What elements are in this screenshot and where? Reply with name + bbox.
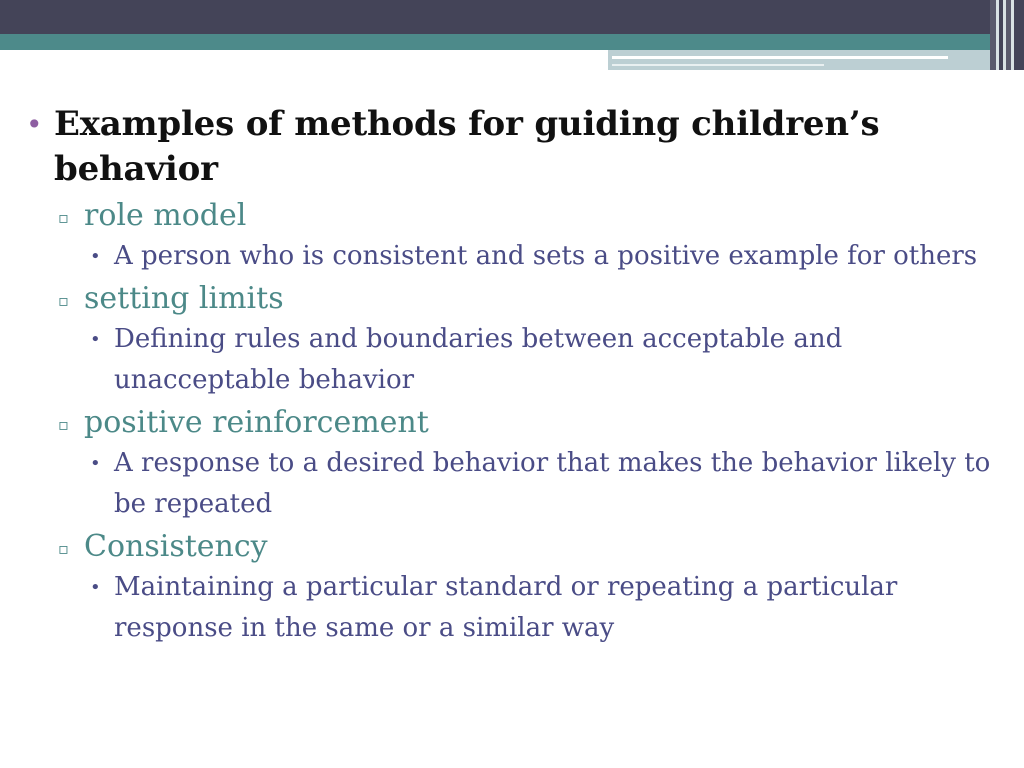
definition-item — [24, 443, 1014, 525]
definition-item — [24, 319, 1014, 401]
definition-text: Maintaining a particular standard or repeating a particular response in the same or a similar way — [114, 572, 898, 643]
term-text: setting limits — [84, 281, 284, 316]
header-corner-stripes — [990, 0, 1024, 70]
slide-heading — [24, 102, 1014, 192]
dot-bullet-icon: • — [90, 329, 101, 350]
term-item — [24, 279, 1014, 319]
term-text: role model — [84, 198, 247, 233]
header-teal-band — [0, 34, 1024, 50]
square-bullet-icon: ▫ — [58, 291, 69, 310]
definition-text: Defining rules and boundaries between acceptable and unacceptable behavior — [114, 324, 843, 395]
dot-bullet-icon: • — [90, 577, 101, 598]
definition-text: A person who is consistent and sets a positive example for others — [114, 241, 978, 271]
square-bullet-icon: ▫ — [58, 539, 69, 558]
term-text: positive reinforcement — [84, 405, 429, 440]
heading-text: Examples of methods for guiding children’s behavior — [54, 104, 880, 189]
header-accent-line-short — [612, 64, 824, 66]
slide-content — [24, 102, 1014, 651]
term-item — [24, 527, 1014, 567]
square-bullet-icon: ▫ — [58, 208, 69, 227]
header-accent-line — [612, 56, 948, 59]
header-dark-band — [0, 0, 1024, 34]
dot-bullet-icon: • — [90, 453, 101, 474]
dot-bullet-icon: • — [90, 246, 101, 267]
definition-item — [24, 567, 1014, 649]
term-text: Consistency — [84, 529, 268, 564]
definition-item — [24, 236, 1014, 277]
term-item — [24, 196, 1014, 236]
heading-bullet-icon: • — [26, 108, 43, 141]
header-light-band — [608, 50, 1024, 70]
definition-text: A response to a desired behavior that makes the behavior likely to be repeated — [114, 448, 991, 519]
term-item — [24, 403, 1014, 443]
square-bullet-icon: ▫ — [58, 415, 69, 434]
